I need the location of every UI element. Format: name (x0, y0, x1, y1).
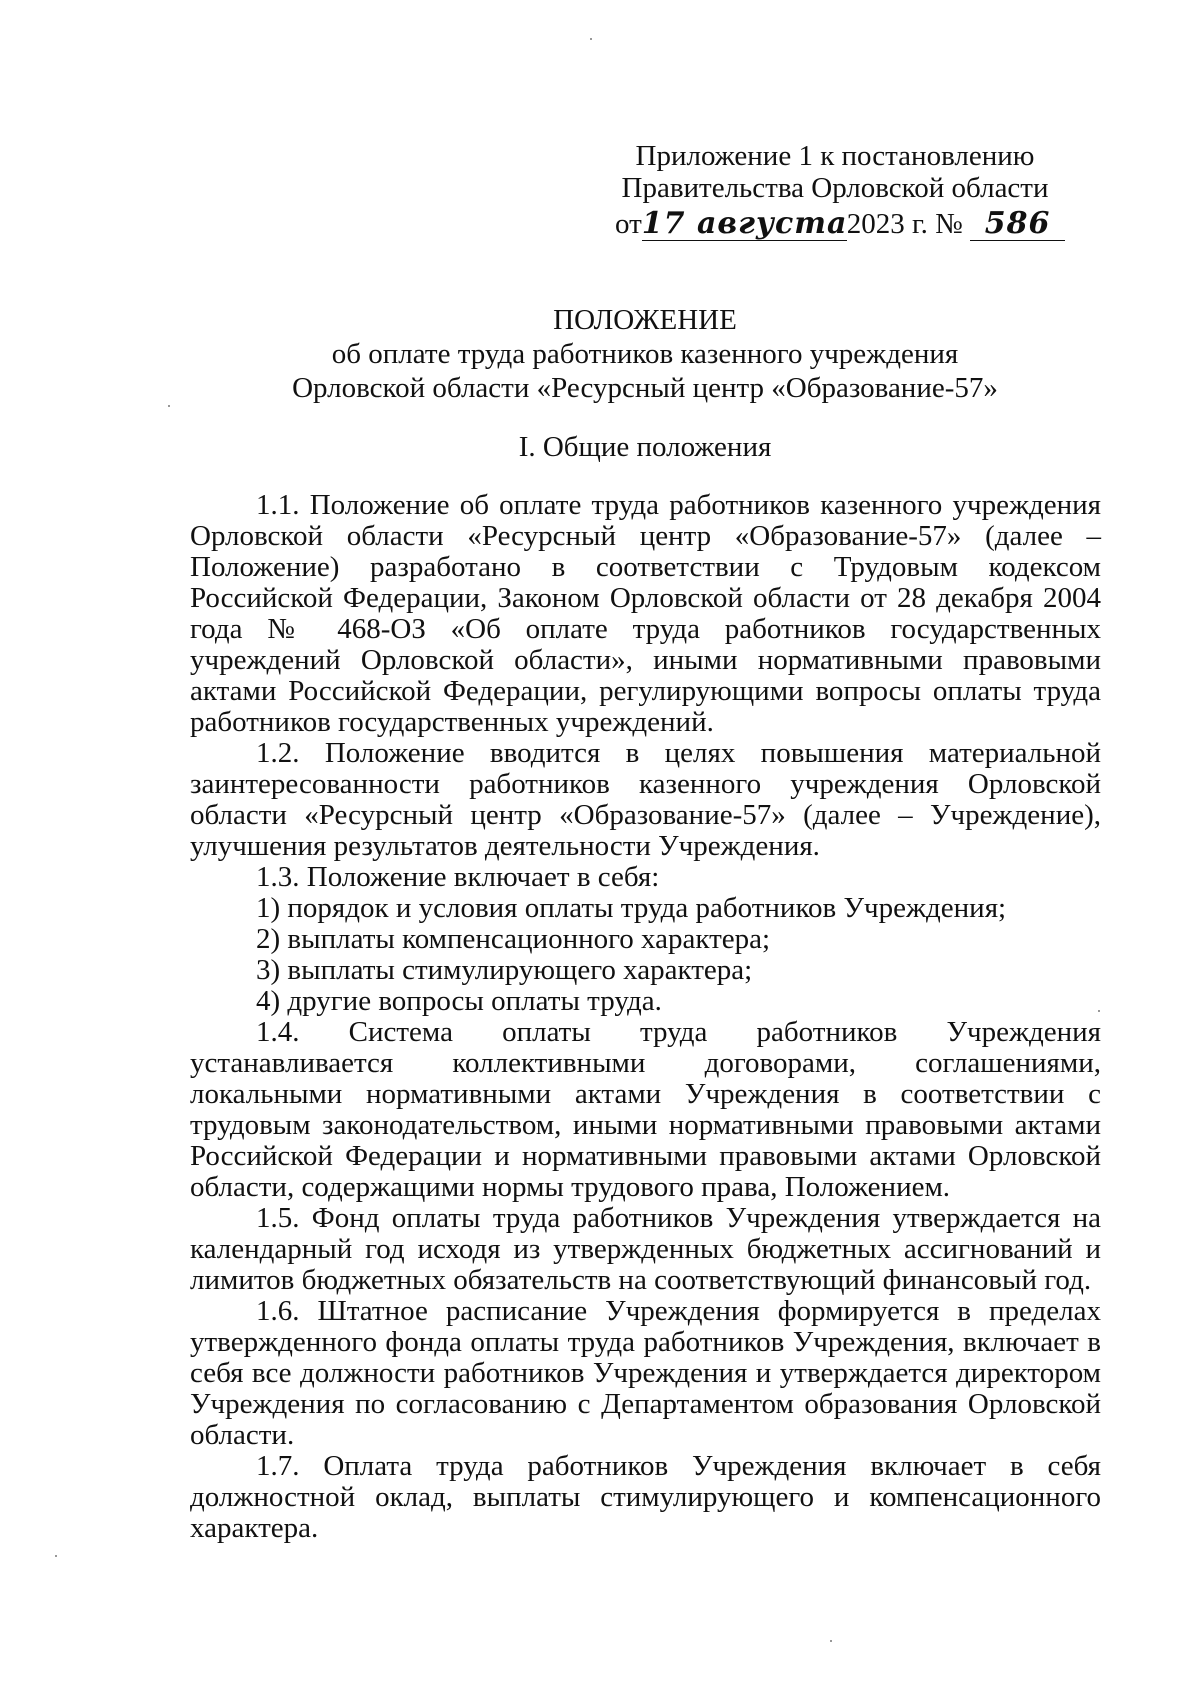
paragraph-1-4: 1.4. Система оплаты труда работников Учреждения устанавливается коллективными договорами, соглашениями, локальными нормативными актами Учреждения в соответствии с трудовым законодательством, иными нормативными правовыми актами Российской Федерации и нормативными правовыми актами Орловской области, содержащими нормы трудового права, Положением. (190, 1016, 1101, 1203)
document-body (190, 490, 1101, 1544)
scan-speck (1098, 1010, 1100, 1012)
attachment-line-2: Правительства Орловской области (621, 172, 1049, 204)
scan-speck (168, 405, 170, 407)
scan-speck (590, 38, 592, 40)
paragraph-1-1: 1.1. Положение об оплате труда работников казенного учреждения Орловской области «Ресурсный центр «Образование-57» (далее – Положение) разработано в соответствии с Трудовым кодексом Российской Федерации, Законом Орловской области от 28 декабря 2004 года № 468-ОЗ «Об оплате труда работников государственных учреждений Орловской области», иными нормативными правовыми актами Российской Федерации, регулирующими вопросы оплаты труда работников государственных учреждений. (190, 489, 1101, 738)
section-heading: I. Общие положения (518, 431, 772, 463)
paragraph-1-7: 1.7. Оплата труда работников Учреждения включает в себя должностной оклад, выплаты стимулирующего и компенсационного характера. (190, 1450, 1101, 1544)
paragraph-1-2: 1.2. Положение вводится в целях повышения материальной заинтересованности работников казенного учреждения Орловской области «Ресурсный центр «Образование-57» (далее – Учреждение), улучшения результатов деятельности Учреждения. (190, 737, 1101, 862)
title-line-3: Орловской области «Ресурсный центр «Образование-57» (292, 372, 998, 404)
paragraph-1-5: 1.5. Фонд оплаты труда работников Учреждения утверждается на календарный год исходя из утвержденных бюджетных ассигнований и лимитов бюджетных обязательств на соответствующий финансовый год. (190, 1202, 1101, 1296)
title-line-2: об оплате труда работников казенного учреждения (331, 338, 959, 370)
handwritten-date: 17 августа (641, 206, 848, 241)
list-item-1: 1) порядок и условия оплаты труда работников Учреждения; (256, 892, 1007, 924)
date-prefix: от (615, 208, 642, 240)
document-title (190, 303, 1100, 405)
attachment-header (615, 140, 1055, 241)
date-field (642, 208, 847, 241)
attachment-date-line (615, 208, 1055, 241)
year-number-label: 2023 г. № (846, 208, 963, 240)
list-item-4: 4) другие вопросы оплаты труда. (256, 985, 662, 1017)
scan-speck (830, 1640, 832, 1642)
scan-speck (55, 1555, 57, 1557)
number-field (970, 208, 1065, 241)
title-heading: ПОЛОЖЕНИЕ (553, 304, 737, 336)
list-item-2: 2) выплаты компенсационного характера; (256, 923, 771, 955)
attachment-line-1: Приложение 1 к постановлению (635, 140, 1035, 172)
paragraph-1-3: 1.3. Положение включает в себя: (256, 861, 660, 893)
handwritten-number: 586 (984, 206, 1051, 241)
list-item-3: 3) выплаты стимулирующего характера; (256, 954, 753, 986)
paragraph-1-6: 1.6. Штатное расписание Учреждения формируется в пределах утвержденного фонда оплаты труда работников Учреждения, включает в себя все должности работников Учреждения и утверждается директором Учреждения по согласованию с Департаментом образования Орловской области. (190, 1295, 1101, 1451)
